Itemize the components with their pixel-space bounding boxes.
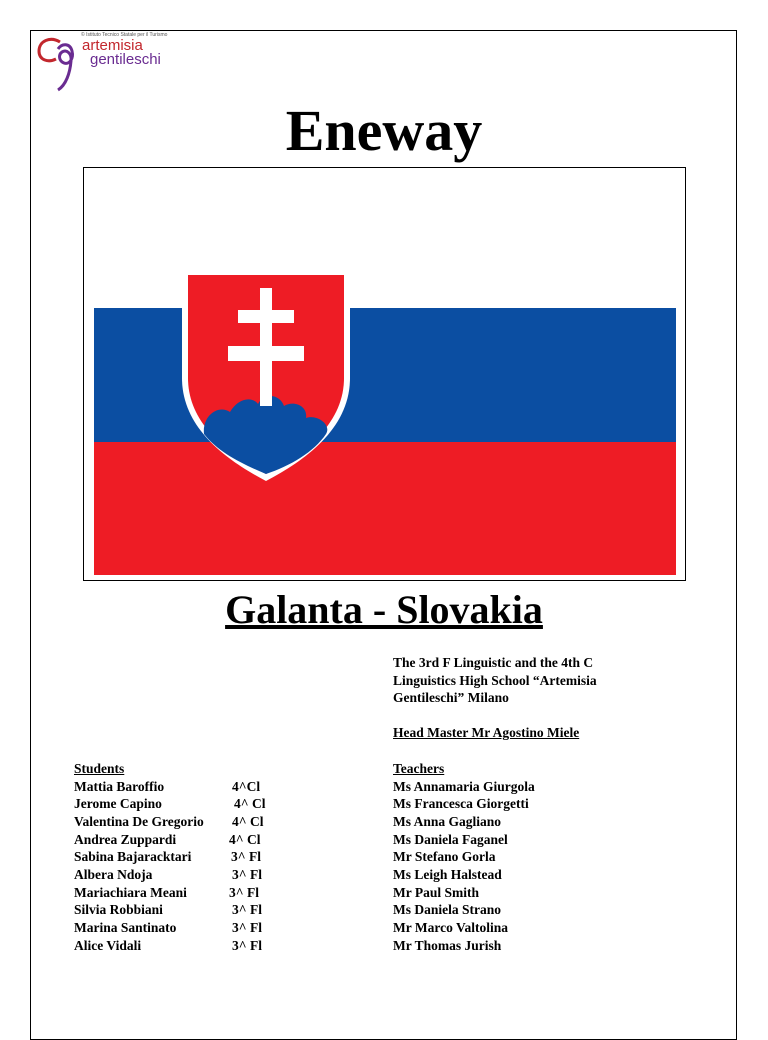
logo-mark-icon: [36, 33, 84, 93]
student-name: Jerome Capino: [74, 796, 162, 812]
school-info: [393, 654, 597, 742]
student-name: Mariachiara Meani: [74, 884, 187, 900]
student-row: [74, 831, 261, 849]
student-row: [74, 795, 266, 813]
student-name: Mattia Baroffio: [74, 778, 165, 794]
student-row: [74, 848, 261, 866]
student-name: Sabina Bajaracktari: [74, 849, 192, 865]
student-name: Albera Ndoja: [74, 866, 153, 882]
flag-frame: [83, 167, 686, 581]
student-row: [74, 866, 262, 884]
student-class: 3^ Fl: [232, 937, 262, 953]
flag-white-stripe: [94, 178, 676, 308]
teacher-name: Ms Leigh Halstead: [393, 866, 502, 882]
student-class: 3^ Fl: [231, 849, 261, 865]
student-name: Marina Santinato: [74, 920, 177, 935]
document-subtitle: Galanta - Slovakia: [225, 587, 543, 632]
student-row: [74, 813, 264, 831]
student-class: 3^ Fl: [232, 866, 262, 882]
school-line: Linguistics High School “Artemisia: [393, 672, 597, 688]
teachers-heading: Teachers: [393, 761, 445, 776]
student-row: [74, 778, 261, 796]
teacher-name: Ms Daniela Faganel: [393, 831, 508, 847]
teacher-name: Mr Thomas Jurish: [393, 937, 502, 953]
student-class: 4^ Cl: [234, 796, 266, 812]
slovakia-flag-image: [94, 178, 676, 575]
school-logo: [36, 33, 176, 93]
teacher-name: Mr Stefano Gorla: [393, 849, 496, 865]
students-section: [74, 760, 266, 954]
teacher-name: Ms Francesca Giorgetti: [393, 796, 529, 812]
student-class: 3^ Fl: [232, 902, 262, 918]
student-class: 4^Cl: [232, 778, 261, 794]
student-class: 4^ Cl: [232, 813, 264, 829]
teachers-section: [393, 760, 535, 954]
document-title: Eneway: [285, 98, 483, 163]
teacher-name: Ms Daniela Strano: [393, 902, 501, 918]
student-name: Silvia Robbiani: [74, 902, 163, 918]
school-line: Gentileschi” Milano: [393, 690, 509, 705]
head-master: Head Master Mr Agostino Miele: [393, 725, 580, 740]
logo-word-artemisia: artemisia: [82, 37, 143, 54]
student-class: 4^ Cl: [229, 831, 261, 847]
students-heading: Students: [74, 761, 125, 776]
flag-red-stripe: [94, 442, 676, 575]
flag-blue-stripe: [94, 308, 676, 442]
student-name: Andrea Zuppardi: [74, 831, 177, 847]
student-name: Valentina De Gregorio: [74, 813, 204, 829]
student-row: [74, 937, 262, 955]
school-line: The 3rd F Linguistic and the 4th C: [393, 655, 594, 670]
teacher-name: Mr Paul Smith: [393, 884, 480, 900]
logo-small-text: © Istituto Tecnico Statale per il Turismo: [81, 32, 168, 38]
teacher-name: Mr Marco Valtolina: [393, 920, 508, 935]
student-class: 3^ Fl: [232, 920, 262, 935]
student-class: 3^ Fl: [229, 884, 259, 900]
logo-word-gentileschi: gentileschi: [90, 51, 161, 68]
student-name: Alice Vidali: [74, 937, 142, 953]
student-row: [74, 901, 262, 919]
student-row: [74, 919, 262, 937]
teacher-name: Ms Annamaria Giurgola: [393, 778, 535, 794]
student-row: [74, 884, 259, 902]
teacher-name: Ms Anna Gagliano: [393, 813, 502, 829]
